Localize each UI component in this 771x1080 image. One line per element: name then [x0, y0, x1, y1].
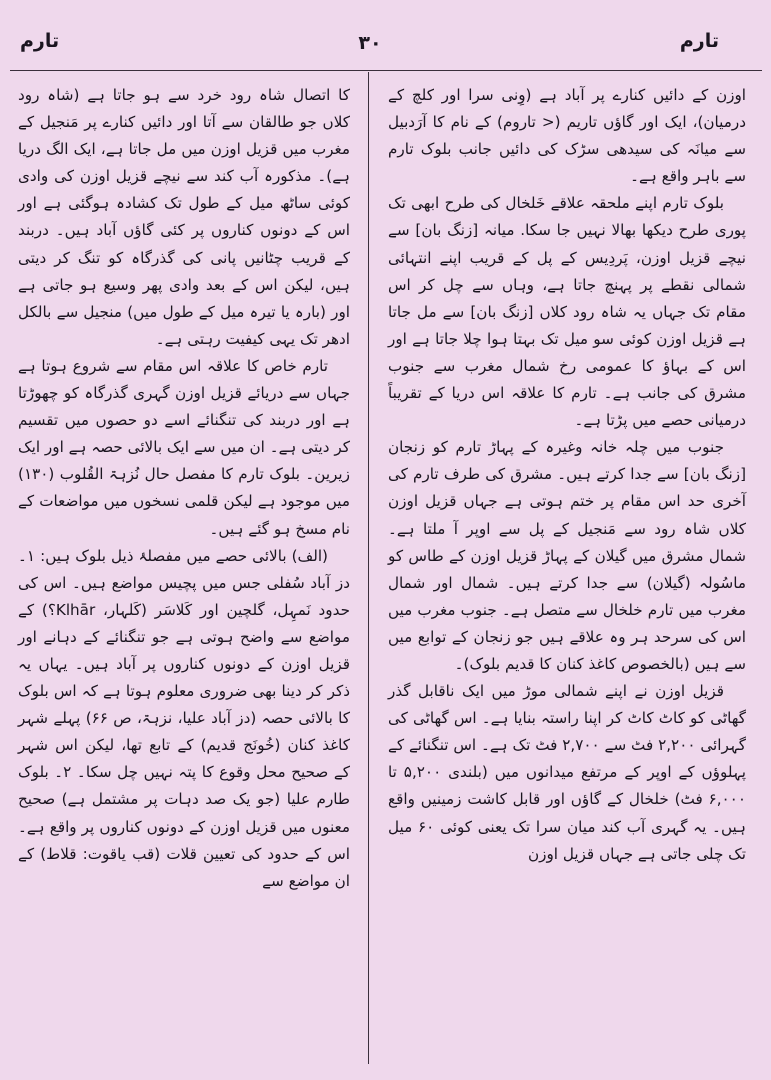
- paragraph: اوزن کے دائیں کنارے پر آباد ہے (وِنی سرا اور کلچ کے درمیان)، ایک اور گاؤں تاریم (< تاروم) کے نام کا آرَدبیل سے میانَہ کی سیدھی سڑک کی دائیں جانب بلوک تارم سے باہر واقع ہے۔: [388, 86, 746, 186]
- paragraph: تارم خاص کا علاقہ اس مقام سے شروع ہوتا ہے جہاں سے دریائے قزیل اوزن گہری گذرگاہ کو چھوڑتا ہے اور دربند کی تنگنائے اسے دو حصوں میں تقسیم کر دیتی ہے۔ ان میں سے ایک بالائی حصہ ہے اور ایک زیرین۔ بلوک تارم کا مفصل حال نُزہۃ القُلوب (۱۳۰) میں موجود ہے لیکن قلمی نسخوں میں مواضعات کے نام مسخ ہو گئے ہیں۔: [18, 356, 350, 538]
- running-header-right: تارم: [679, 30, 719, 52]
- left-column: [18, 82, 350, 895]
- column-divider: [368, 72, 369, 1064]
- paragraph: کا اتصال شاہ رود خرد سے ہو جاتا ہے (شاہ رود کلاں جو طالقان سے آتا اور دائیں کنارے پر مَنجیل کے مغرب میں قزیل اوزن میں مل جاتا ہے، ایک الگ دریا ہے)۔ مذکورہ آب کند سے نیچے قزیل اوزن کی وادی کوئی ساٹھ میل کے طول تک کشادہ ہوگئی ہے اور اس کے دونوں کناروں پر کئی گاؤں آباد ہیں۔ دربند کے قریب چٹانیں پانی کی گذرگاہ کو تنگ کر دیتی ہیں، لیکن اس کے بعد وادی پھر وسیع ہو جاتی ہے اور (بارہ یا تیرہ میل کے طول میں) منجیل سے بالکل ادھر تک یہی کیفیت رہتی ہے۔: [18, 86, 350, 348]
- paragraph: (الف) بالائی حصے میں مفصلۂ ذیل بلوک ہیں: ۱۔ دز آباد سُفلی جس میں پچیس مواضع ہیں۔ اس کی حدود نَمہِل، گلچین اور کَلاسَر (کَلہار، Klhār؟) کے مواضع سے واضح ہوتی ہے جو تنگنائے کے دہانے اور قزیل اوزن کے دونوں کناروں پر آباد ہیں۔ یہاں یہ ذکر کر دینا بھی ضروری معلوم ہوتا ہے کہ اس بلوک کا بالائی حصہ (دز آباد علیا، نزہۃ، ص ۶۶) پہلے شہر کاغذ کنان (خُونَج قدیم) کے تابع تھا، لیکن اس شہر کے صحیح محل وقوع کا پتہ نہیں چل سکا۔ ۲۔ بلوک طارم علیا (جو یک صد دہات پر مشتمل ہے) صحیح معنوں میں قزیل اوزن کے دونوں کناروں پر واقع ہے۔ اس کے حدود کی تعیین قلات (قب یاقوت: قلاط) کے ان مواضع سے: [18, 546, 350, 890]
- page-number: ۳۰: [358, 32, 382, 54]
- paragraph: قزیل اوزن نے اپنے شمالی موڑ میں ایک ناقابل گذر گھاٹی کو کاٹ کاٹ کر اپنا راستہ بنایا ہے۔ اس گھاٹی کی گہرائی ۲,۲۰۰ فٹ سے ۲,۷۰۰ فٹ تک ہے۔ اس تنگنائے کے پہلوؤں کے اوپر کے مرتفع میدانوں میں (بلندی ۵,۲۰۰ تا ۶,۰۰۰ فٹ) خلخال کے گاؤں اور قابل کاشت زمینیں واقع ہیں۔ یہ گہری آب کند میان سرا تک یعنی کوئی ۶۰ میل تک چلی جاتی ہے جہاں قزیل اوزن: [388, 682, 747, 863]
- running-header-left: تارم: [20, 30, 60, 52]
- paragraph: بلوک تارم اپنے ملحقہ علاقے خَلخال کی طرح ابھی تک پوری طرح دیکھا بھالا نہیں جا سکا. میانہ [زنگ بان] سے نیچے قزیل اوزن، پَردِیس کے پل کے قریب اپنے انتہائی شمالی نقطے پر پہنچ جاتا ہے، وہاں سے چل کر اس مقام تک جہاں یہ شاہ رود کلاں [زنگ بان] سے مل جاتا ہے قزیل اوزن کوئی سو میل تک بہتا ہوا چلا جاتا ہے اور اس کے بہاؤ کا عمومی رخ شمال مغرب سے جنوب مشرق کی جانب ہے۔ تارم کا علاقہ اس دریا کے تقریباً درمیانی حصے میں پڑتا ہے۔: [388, 194, 746, 430]
- paragraph: جنوب میں چلہ خانہ وغیرہ کے پہاڑ تارم کو زنجان [زنگ بان] سے جدا کرتے ہیں۔ مشرق کی طرف تارم کی آخری حد اس مقام پر ختم ہوتی ہے جہاں قزیل اوزن کلاں شاہ رود سے مَنجیل کے پل سے اوپر آ ملتا ہے۔ شمال مشرق میں گیلان کے پہاڑ قزیل اوزن کے طاس کو ماسُولہ (گیلان) سے جدا کرتے ہیں۔ شمال اور شمال مغرب میں تارم خلخال سے متصل ہے۔ جنوب مغرب میں اس کی سرحد ہر وہ علاقے ہیں جو زنجان کے توابع میں سے ہیں (بالخصوص کاغذ کنان کا قدیم بلوک)۔: [388, 438, 746, 673]
- header-rule: [10, 70, 762, 71]
- right-column: [388, 82, 746, 868]
